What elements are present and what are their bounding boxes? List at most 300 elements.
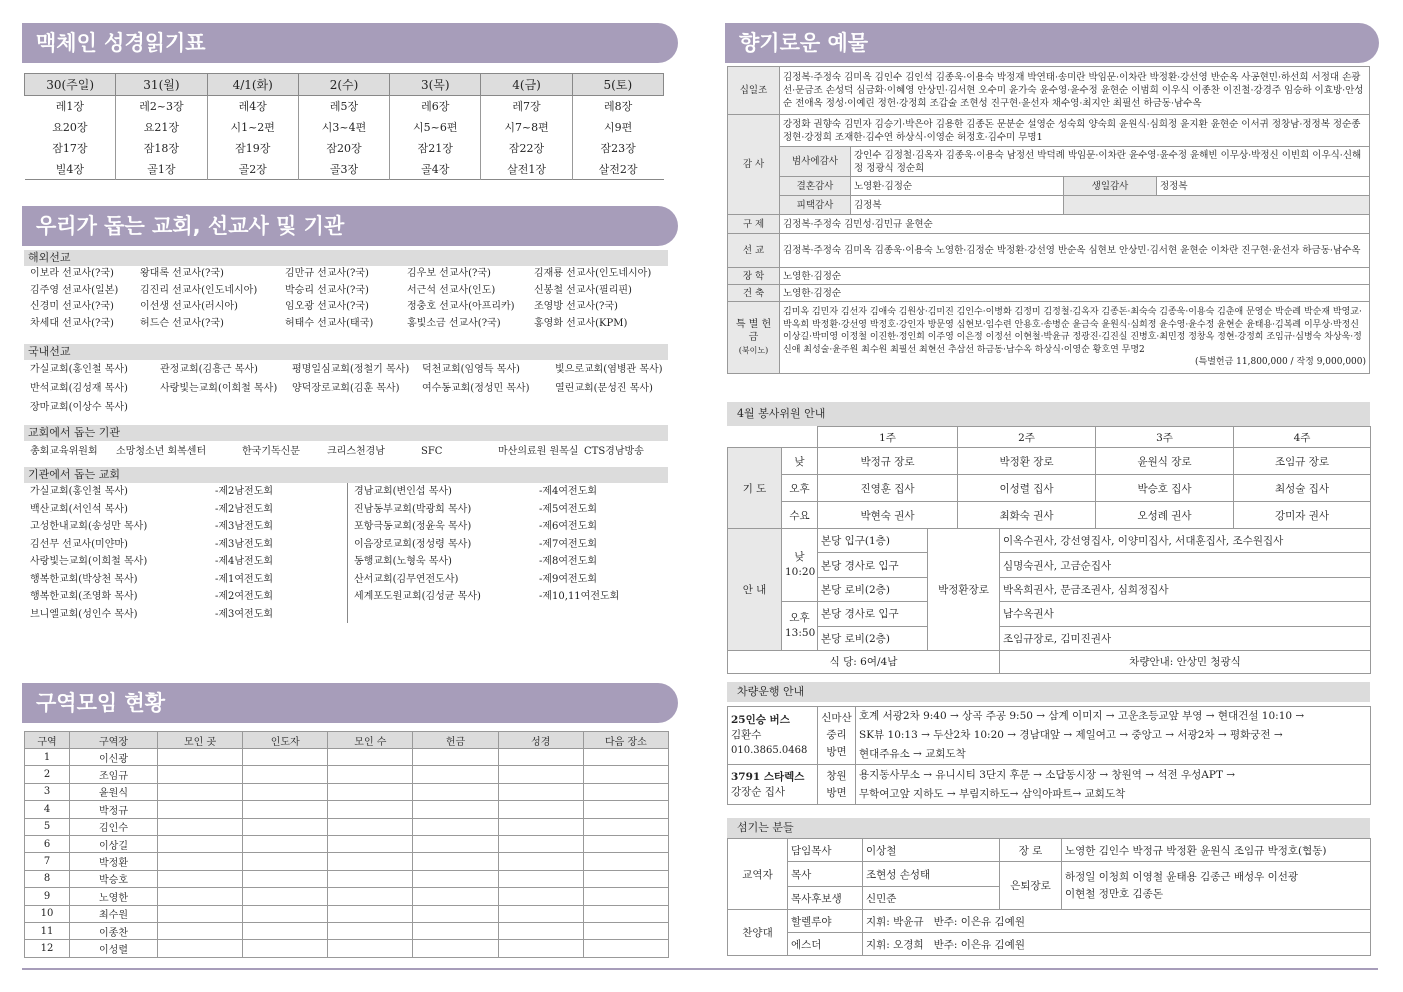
special-text: 김미옥 김민자 김선자 김애숙 김원상·김미진 김인수·이병화 김정미 김정철·김옥자 김종돈·최숙숙 김종욱·이용숙 김춘애 문영순 박순례 박순재 박영교·박옥희 박정환·강선영 박정호·강인자 방문영 심현보·임수련 안용호·송병순 윤금숙 윤원식·심희정 윤수영·윤수정 윤현순 윤태용·김복례 이무상·박정신 이상길·박미영 이정철 이진한·정인희 이주영 이은정 이정선 이현철·박윤규 정광진·김진실 진병호·최민정 정창옥 정현·강정희 조임규·심병숙 차상욱·정신애 최성술·윤주원 최수원 최필선 최현선 추삼선 하금동·남수옥 하상식·이영순 황호연 무명2 — [783, 307, 1362, 355]
church-sponsor: -제2남전도회 — [215, 503, 274, 515]
district-leader: 최수원 — [70, 905, 158, 922]
reading-cell: 레5장 — [298, 96, 389, 117]
church-name: 김선무 선교사(미얀마) — [30, 538, 128, 550]
reading-cell: 잠19장 — [207, 138, 298, 159]
church-sponsor: -제4여전도회 — [539, 486, 598, 497]
district-cell — [243, 870, 328, 887]
district-cell — [243, 783, 328, 800]
table-row — [25, 818, 669, 835]
guide-location: 본당 입구(1층) — [818, 529, 928, 553]
birthday-label: 생일감사 — [1064, 177, 1157, 196]
district-cell — [158, 766, 243, 783]
table-row — [25, 905, 669, 922]
district-cell — [413, 835, 498, 852]
church-sponsor: -제3남전도회 — [215, 538, 274, 550]
reading-day: 30(주일) — [25, 74, 116, 96]
wedding-text: 노영환·김정순 — [851, 177, 1064, 196]
sipil-label: 십일조 — [728, 67, 780, 115]
church-row — [30, 553, 347, 571]
district-cell — [243, 801, 328, 818]
prayer-name: 이성렬 집사 — [958, 475, 1096, 502]
district-no: 2 — [25, 766, 70, 783]
bus1-route-line: SK뷰 10:13 → 두산2차 10:20 → 경남대앞 → 제일여고 → 중앙고 → 서광2차 → 평화궁전 → — [859, 729, 1283, 741]
table-row — [25, 870, 669, 887]
district-header: 구역장 — [70, 732, 158, 749]
overseas-item: 김진리 선교사(인도네시아) — [140, 284, 258, 296]
inst-item: SFC — [421, 446, 443, 457]
district-cell — [328, 853, 413, 870]
prayer-name: 오성례 권사 — [1096, 502, 1234, 529]
janghak-label: 장 학 — [728, 268, 780, 285]
visit-text: 김정복 — [851, 196, 1064, 215]
church-sponsor: -제8여전도회 — [539, 556, 598, 567]
district-cell — [498, 766, 583, 783]
church-row — [354, 553, 648, 571]
reading-cell: 레6장 — [390, 96, 481, 117]
district-no: 7 — [25, 853, 70, 870]
church-name: 가실교회(홍인철 목사) — [30, 486, 128, 497]
domestic-item: 평명일심교회(정철기 목사) — [292, 364, 410, 375]
reading-cell: 레2~3장 — [116, 96, 207, 117]
prayer-slot: 오후 — [782, 475, 818, 502]
overseas-item: 허태수 선교사(태국) — [285, 317, 374, 329]
guje-text: 김정복·주정숙 김민성·김민규 윤현순 — [780, 215, 1370, 234]
reading-cell: 레8장 — [572, 96, 663, 117]
week-header: 4주 — [1234, 427, 1371, 448]
reading-cell: 시1~2편 — [207, 117, 298, 138]
domestic-item: 관정교회(김흥근 목사) — [160, 364, 258, 375]
church-name: 행복한교회(박상천 목사) — [30, 573, 138, 585]
overseas-item: 허드슨 선교사(?국) — [140, 317, 224, 329]
bus-heading: 차량운행 안내 — [727, 682, 1370, 702]
church-sponsor: -제9여전도회 — [539, 573, 598, 585]
district-cell — [413, 783, 498, 800]
inst-item: 소망청소년 회복센터 — [116, 446, 207, 457]
domestic-heading: 국내선교 — [24, 344, 668, 360]
table-row — [25, 749, 669, 766]
reading-table — [24, 73, 664, 180]
inst-item: 한국기독신문 — [242, 446, 300, 457]
service-heading: 4월 봉사위원 안내 — [727, 402, 1370, 426]
overseas-item: 박승리 선교사(?국) — [285, 284, 369, 296]
guide-pm-time: 13:50 — [785, 627, 816, 640]
reading-day: 4/1(화) — [207, 74, 298, 96]
district-cell — [328, 766, 413, 783]
church-row — [354, 501, 648, 519]
bus1-driver: 김환수 — [731, 729, 762, 741]
district-cell — [413, 853, 498, 870]
guje-label: 구 제 — [728, 215, 780, 234]
guide-members: 박옥희권사, 문금조권사, 심희정집사 — [1000, 577, 1371, 601]
support-title: 우리가 돕는 교회, 선교사 및 기관 — [22, 206, 678, 246]
retired-line-1: 하정일 이청희 이영철 윤태용 김종근 배성우 이선광 — [1065, 870, 1299, 883]
overseas-item: 정충호 선교사(아프리카) — [407, 301, 515, 312]
church-sponsor: -제2여전도회 — [215, 591, 274, 602]
churches-left — [30, 483, 348, 623]
gyo-name-2: 조현성 손성태 — [863, 862, 1000, 887]
choir-1-conductor: 지휘: 박윤규 — [866, 915, 924, 928]
bus2-route — [856, 765, 1371, 805]
district-cell — [583, 766, 668, 783]
church-sponsor: -제10,11여전도회 — [539, 591, 620, 602]
district-cell — [243, 749, 328, 766]
church-row — [30, 536, 347, 554]
district-cell — [158, 870, 243, 887]
district-cell — [583, 801, 668, 818]
prayer-slot: 낮 — [782, 448, 818, 475]
table-row — [25, 835, 669, 852]
choir-2-name: 에스더 — [788, 933, 863, 956]
inst-item: 크리스천경남 — [327, 446, 385, 457]
inst-list — [24, 441, 668, 463]
district-cell — [158, 835, 243, 852]
district-cell — [583, 922, 668, 939]
seongyo-label: 선 교 — [728, 234, 780, 268]
domestic-item: 빛으로교회(염병관 목사) — [555, 364, 663, 375]
gyo-role-3: 목사후보생 — [788, 887, 863, 910]
overseas-item: 홍빛소금 선교사(?국) — [407, 317, 501, 329]
district-cell — [498, 870, 583, 887]
reading-cell: 레7장 — [481, 96, 572, 117]
bus1-route — [856, 707, 1371, 765]
domestic-item: 열린교회(문성진 목사) — [555, 383, 653, 394]
bus2-route-line: 용지동사무소 → 유니시티 3단지 후문 → 소답동시장 → 창원역 → 석전 우성APT → — [859, 768, 1236, 781]
overseas-item: 신봉철 선교사(필리핀) — [534, 284, 632, 296]
gyo-role-2: 목사 — [788, 862, 863, 887]
guide-pm-slot — [782, 602, 818, 651]
district-no: 12 — [25, 940, 70, 957]
district-cell — [583, 749, 668, 766]
reading-cell: 잠22장 — [481, 138, 572, 159]
district-cell — [328, 940, 413, 957]
prayer-name: 박정규 장로 — [818, 448, 958, 475]
choir-1-accomp: 반주: 이은유 김예원 — [933, 915, 1025, 928]
district-cell — [583, 870, 668, 887]
district-cell — [413, 870, 498, 887]
domestic-item: 여수동교회(정성민 목사) — [422, 383, 530, 394]
choir-2-accomp: 반주: 이은유 김예원 — [933, 938, 1025, 951]
reading-cell: 레1장 — [55, 100, 85, 114]
reading-cell: 레4장 — [207, 96, 298, 117]
guide-members: 이옥수권사, 강선영집사, 이양미집사, 서대훈집사, 조수원집사 — [1000, 529, 1371, 553]
bus2-name: 3791 스타렉스 — [731, 770, 805, 783]
district-cell — [583, 783, 668, 800]
visit-label: 피택감사 — [780, 196, 851, 215]
overseas-item: 신경미 선교사(?국) — [30, 301, 114, 312]
church-row — [354, 518, 648, 536]
special-total: (특별헌금 11,800,000 / 작정 9,000,000) — [1195, 357, 1367, 368]
gyo-name-1: 이상철 — [863, 839, 1000, 862]
overseas-item: 이선생 선교사(러시아) — [140, 301, 238, 312]
district-header: 다음 장소 — [583, 732, 668, 749]
district-leader: 박정규 — [70, 801, 158, 818]
domestic-list — [24, 360, 668, 417]
district-cell — [328, 922, 413, 939]
district-cell — [413, 749, 498, 766]
guide-day-label: 낮 — [794, 551, 805, 564]
overseas-item: 홍영화 선교사(KPM) — [534, 317, 628, 329]
guide-row — [728, 553, 1371, 577]
overseas-item: 김재룡 선교사(인도네시아) — [534, 268, 652, 279]
gyo-name-3: 신민준 — [863, 887, 1000, 910]
table-row — [25, 766, 669, 783]
guide-members: 조임규장로, 김미진권사 — [1000, 626, 1371, 650]
district-cell — [498, 818, 583, 835]
overseas-item: 김우보 선교사(?국) — [407, 268, 491, 279]
church-row — [30, 588, 347, 606]
reading-day: 2(수) — [298, 74, 389, 96]
district-cell — [243, 940, 328, 957]
district-cell — [328, 835, 413, 852]
district-cell — [498, 888, 583, 905]
retired-line-2: 이현철 정만호 김종돈 — [1065, 887, 1163, 900]
guide-members: 남수옥권사 — [1000, 602, 1371, 626]
church-sponsor: -제1여전도회 — [215, 573, 274, 585]
table-row — [25, 888, 669, 905]
church-sponsor: -제6여전도회 — [539, 521, 598, 532]
district-cell — [498, 905, 583, 922]
service-section — [727, 402, 1370, 674]
guide-location: 본당 로비(2층) — [818, 626, 928, 650]
district-cell — [498, 835, 583, 852]
bus1-name: 25인승 버스 — [731, 714, 790, 726]
prayer-name: 최화숙 권사 — [958, 502, 1096, 529]
reading-cell: 시9편 — [572, 117, 663, 138]
church-row — [354, 483, 648, 501]
church-sponsor: -제2남전도회 — [215, 486, 274, 497]
bottom-divider — [22, 968, 1378, 970]
district-header: 모인 곳 — [158, 732, 243, 749]
church-row — [30, 483, 347, 501]
district-cell — [498, 922, 583, 939]
district-cell — [498, 749, 583, 766]
special-label: 특 별 헌 금 — [735, 319, 772, 343]
districts-table — [24, 731, 669, 958]
offering-title: 향기로운 예물 — [725, 23, 1379, 63]
district-cell — [413, 801, 498, 818]
church-name: 산서교회(김무연전도사) — [354, 573, 459, 585]
church-name: 동행교회(노형욱 목사) — [354, 556, 452, 567]
sipil-text: 김정복·주정숙 김미옥 김인수 김인석 김종욱·이용숙 박정재 박연태·송미란 박임문·이차란 박정환·강선영 반순옥 사공현민·하선희 서정대 손광선·문금조 손성덕 심금화·이혜영 안상민·김서현 오수미 윤가숙 윤수영·윤수정 윤현순 이범희 이우식 이종찬 이진철·강경주 임승하 이효방·안성순 전애옥 정성·이예린 정헌·강정희 조갑술 조현성 진구현·윤선자 채수영·최지안 최필선 하금동·남수옥 — [780, 67, 1370, 115]
district-cell — [158, 818, 243, 835]
district-cell — [158, 749, 243, 766]
reading-cell: 시5~6편 — [390, 117, 481, 138]
guide-location: 본당 경사로 입구 — [818, 553, 928, 577]
reading-cell: 요21장 — [116, 117, 207, 138]
district-header: 구역 — [25, 732, 70, 749]
district-header: 모인 수 — [328, 732, 413, 749]
district-leader: 박정환 — [70, 853, 158, 870]
table-row — [25, 783, 669, 800]
gyo-role-1: 담임목사 — [788, 839, 863, 862]
guide-location: 본당 로비(2층) — [818, 577, 928, 601]
church-name: 이음장로교회(정성령 목사) — [354, 538, 472, 550]
gyo-label: 교역자 — [728, 839, 788, 910]
district-leader: 이상길 — [70, 835, 158, 852]
district-header: 헌금 — [413, 732, 498, 749]
district-cell — [158, 940, 243, 957]
reading-cell: 빌4장 — [55, 162, 85, 176]
church-name: 행복한교회(조영화 목사) — [30, 591, 138, 602]
district-cell — [498, 940, 583, 957]
district-no: 6 — [25, 835, 70, 852]
district-cell — [243, 922, 328, 939]
church-name: 세계포도원교회(김성균 목사) — [354, 591, 481, 602]
district-cell — [583, 905, 668, 922]
district-cell — [583, 888, 668, 905]
district-cell — [328, 870, 413, 887]
district-no: 4 — [25, 801, 70, 818]
reading-cell: 골3장 — [298, 159, 389, 180]
reading-title: 맥체인 성경읽기표 — [22, 23, 678, 63]
church-row — [30, 571, 347, 589]
car-info: 차량안내: 안상민 청광식 — [1000, 650, 1371, 673]
district-no: 5 — [25, 818, 70, 835]
guide-row — [728, 626, 1371, 650]
guide-day-time: 10:20 — [785, 566, 816, 579]
table-row — [25, 922, 669, 939]
district-cell — [413, 818, 498, 835]
reading-cell: 골1장 — [116, 159, 207, 180]
church-name: 진남동부교회(박광희 목사) — [354, 503, 472, 515]
bus-section — [727, 682, 1370, 805]
district-no: 3 — [25, 783, 70, 800]
domestic-item: 사랑빛는교회(이희철 목사) — [160, 383, 278, 394]
district-leader: 노영한 — [70, 888, 158, 905]
overseas-item: 김주영 선교사(일본) — [30, 284, 119, 296]
district-cell — [413, 905, 498, 922]
prayer-name: 최성술 집사 — [1234, 475, 1371, 502]
district-header: 인도자 — [243, 732, 328, 749]
reading-cell: 살전2장 — [572, 159, 663, 180]
church-name: 사랑빛는교회(이희철 목사) — [30, 556, 148, 567]
staff-section — [727, 818, 1370, 956]
church-row — [30, 606, 347, 624]
reading-cell: 잠21장 — [390, 138, 481, 159]
janghak-text: 노영한·김정순 — [780, 268, 1370, 285]
district-cell — [158, 853, 243, 870]
district-cell — [243, 905, 328, 922]
guide-pm-label: 오후 — [789, 612, 810, 625]
table-row — [25, 801, 669, 818]
domestic-item: 덕천교회(임영득 목사) — [422, 364, 520, 375]
week-header: 2주 — [958, 427, 1096, 448]
church-name: 브니엘교회(성인수 목사) — [30, 608, 138, 620]
overseas-list — [24, 266, 668, 332]
reading-day: 31(월) — [116, 74, 207, 96]
district-no: 10 — [25, 905, 70, 922]
church-row — [354, 536, 648, 554]
district-cell — [498, 783, 583, 800]
domestic-item: 가실교회(홍인철 목사) — [30, 364, 128, 375]
church-name: 백산교회(서인석 목사) — [30, 503, 128, 515]
church-row — [30, 501, 347, 519]
district-leader: 윤원식 — [70, 783, 158, 800]
inst-item: CTS경남방송 — [584, 446, 644, 457]
bus1-area: 신마산 중리 방면 — [818, 707, 856, 765]
domestic-item: 반석교회(김성재 목사) — [30, 383, 128, 394]
seongyo-text: 김정복·주정숙 김미옥 김종욱·이용숙 노영한·김정순 박정환·강선영 반순옥 심현보 안상민·김서현 윤현순 이차란 진구현·윤선자 하금동·남수옥 — [780, 234, 1370, 268]
district-cell — [243, 766, 328, 783]
reading-day: 4(금) — [481, 74, 572, 96]
guide-day-slot — [782, 529, 818, 602]
overseas-item: 임오광 선교사(?국) — [285, 301, 369, 312]
churches-right — [348, 483, 648, 623]
wedding-label: 결혼감사 — [780, 177, 851, 196]
geonchuk-text: 노영한·김정순 — [780, 285, 1370, 302]
churches-heading: 기관에서 돕는 교회 — [24, 467, 668, 483]
birthday-text: 정정복 — [1157, 177, 1370, 196]
staff-heading: 섬기는 분들 — [727, 818, 1370, 838]
church-sponsor: -제5여전도회 — [539, 503, 598, 515]
guide-row — [728, 602, 1371, 626]
church-sponsor: -제7여전도회 — [539, 538, 598, 550]
district-cell — [158, 905, 243, 922]
church-name: 고성한내교회(송성만 목사) — [30, 521, 148, 532]
overseas-item: 차세대 선교사(?국) — [30, 317, 114, 329]
bus1-route-line: 현대주유소 → 교회도착 — [859, 748, 966, 760]
district-cell — [328, 905, 413, 922]
church-row — [30, 518, 347, 536]
reading-cell: 요20장 — [52, 121, 88, 134]
overseas-heading: 해외선교 — [24, 250, 668, 266]
district-cell — [328, 888, 413, 905]
district-cell — [243, 853, 328, 870]
district-cell — [413, 888, 498, 905]
reading-day: 3(목) — [390, 74, 481, 96]
overseas-item: 왕대록 선교사(?국) — [140, 268, 224, 279]
overseas-item: 이보라 선교사(?국) — [30, 268, 114, 279]
district-cell — [498, 801, 583, 818]
inst-heading: 교회에서 돕는 기관 — [24, 425, 668, 441]
prayer-name: 윤원식 장로 — [1096, 448, 1234, 475]
prayer-label: 기 도 — [728, 448, 782, 529]
reading-cell: 잠18장 — [116, 138, 207, 159]
beopsa-text: 강인수 김정철·김옥자 김종욱·이용숙 남정선 박덕례 박임문·이차란 윤수영·윤수정 윤해빈 이무상·박정신 이빈희 이우식·신해정 정광식 정순희 — [851, 147, 1370, 177]
district-no: 8 — [25, 870, 70, 887]
district-leader: 이신광 — [70, 749, 158, 766]
reading-cell: 잠23장 — [572, 138, 663, 159]
inst-item: 총회교육위원회 — [30, 446, 98, 457]
table-row — [25, 853, 669, 870]
gamsa-text: 강정화 권향숙 김민자 김승기·박은아 김용한 김종돈 문분순 설영순 성숙희 양숙희 윤원식·심희정 윤지환 윤현순 이서귀 정창남·정정복 정순종 정현·강정희 조재한·김수연 하상식·이영순 허정호·김수미 무명1 — [780, 115, 1370, 147]
choir-2-conductor: 지휘: 오경희 — [866, 938, 924, 951]
church-sponsor: -제3여전도회 — [215, 608, 274, 620]
district-cell — [583, 940, 668, 957]
district-no: 9 — [25, 888, 70, 905]
bus2-route-line: 무학여고앞 지하도 → 부림지하도→ 삼익아파트→ 교회도착 — [859, 787, 1126, 800]
guide-label: 안 내 — [728, 529, 782, 651]
reading-cell: 잠20장 — [298, 138, 389, 159]
district-no: 1 — [25, 749, 70, 766]
prayer-slot: 수요 — [782, 502, 818, 529]
district-leader: 박승호 — [70, 870, 158, 887]
church-sponsor: -제3남전도회 — [215, 521, 274, 532]
bus1-phone: 010.3865.0468 — [731, 745, 808, 756]
guide-leader: 박정환장로 — [928, 529, 1000, 651]
church-row — [354, 571, 648, 589]
bus2-driver: 강장순 집사 — [731, 785, 786, 798]
prayer-name: 조임규 장로 — [1234, 448, 1371, 475]
overseas-item: 서근석 선교사(인도) — [407, 284, 496, 296]
church-row — [354, 588, 648, 606]
domestic-item: 장마교회(이상수 목사) — [30, 402, 128, 413]
choir-label: 찬양대 — [728, 910, 788, 956]
district-leader: 이성렬 — [70, 940, 158, 957]
district-cell — [498, 853, 583, 870]
meal-info: 식 당: 6여/4남 — [728, 650, 1000, 673]
support-section — [24, 244, 668, 623]
